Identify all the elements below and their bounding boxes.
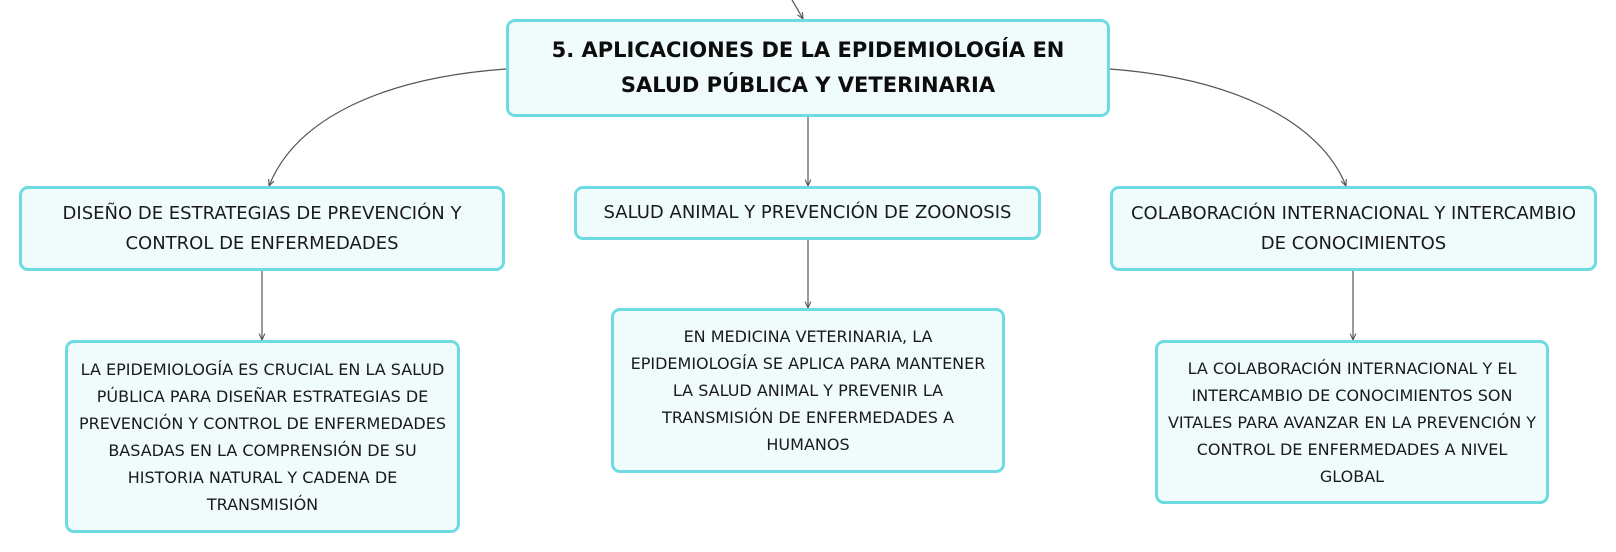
- detail-node-prevention-strategies[interactable]: [65, 340, 460, 533]
- topic-node-international-collaboration[interactable]: [1110, 186, 1597, 271]
- detail-text: EN MEDICINA VETERINARIA, LA EPIDEMIOLOGÍA SE APLICA PARA MANTENER LA SALUD ANIMAL Y PREVENIR LA TRANSMISIÓN DE ENFERMEDADES A HUMANOS: [630, 327, 986, 454]
- topic-label: COLABORACIÓN INTERNACIONAL Y INTERCAMBIO DE CONOCIMIENTOS: [1130, 202, 1577, 254]
- root-node[interactable]: [506, 19, 1110, 117]
- detail-text: LA EPIDEMIOLOGÍA ES CRUCIAL EN LA SALUD PÚBLICA PARA DISEÑAR ESTRATEGIAS DE PREVENCIÓN Y CONTROL DE ENFERMEDADES BASADAS EN LA COMPRENSIÓN DE SU HISTORIA NATURAL Y CADENA DE TRANSMISIÓN: [78, 359, 447, 514]
- topic-node-prevention-strategies[interactable]: [19, 186, 505, 271]
- detail-node-animal-health[interactable]: [611, 308, 1005, 473]
- topic-node-animal-health[interactable]: [574, 186, 1041, 240]
- connector-root-to-left: [269, 69, 506, 186]
- connector-root-to-right: [1110, 69, 1346, 186]
- root-title: 5. APLICACIONES DE LA EPIDEMIOLOGÍA EN SALUD PÚBLICA Y VETERINARIA: [551, 38, 1065, 97]
- connector-parent-to-root: [792, 0, 803, 19]
- detail-node-international-collaboration[interactable]: [1155, 340, 1549, 504]
- detail-text: LA COLABORACIÓN INTERNACIONAL Y EL INTERCAMBIO DE CONOCIMIENTOS SON VITALES PARA AVANZAR EN LA PREVENCIÓN Y CONTROL DE ENFERMEDADES A NIVEL GLOBAL: [1167, 358, 1537, 486]
- topic-label: DISEÑO DE ESTRATEGIAS DE PREVENCIÓN Y CONTROL DE ENFERMEDADES: [62, 202, 462, 254]
- topic-label: SALUD ANIMAL Y PREVENCIÓN DE ZOONOSIS: [603, 202, 1012, 223]
